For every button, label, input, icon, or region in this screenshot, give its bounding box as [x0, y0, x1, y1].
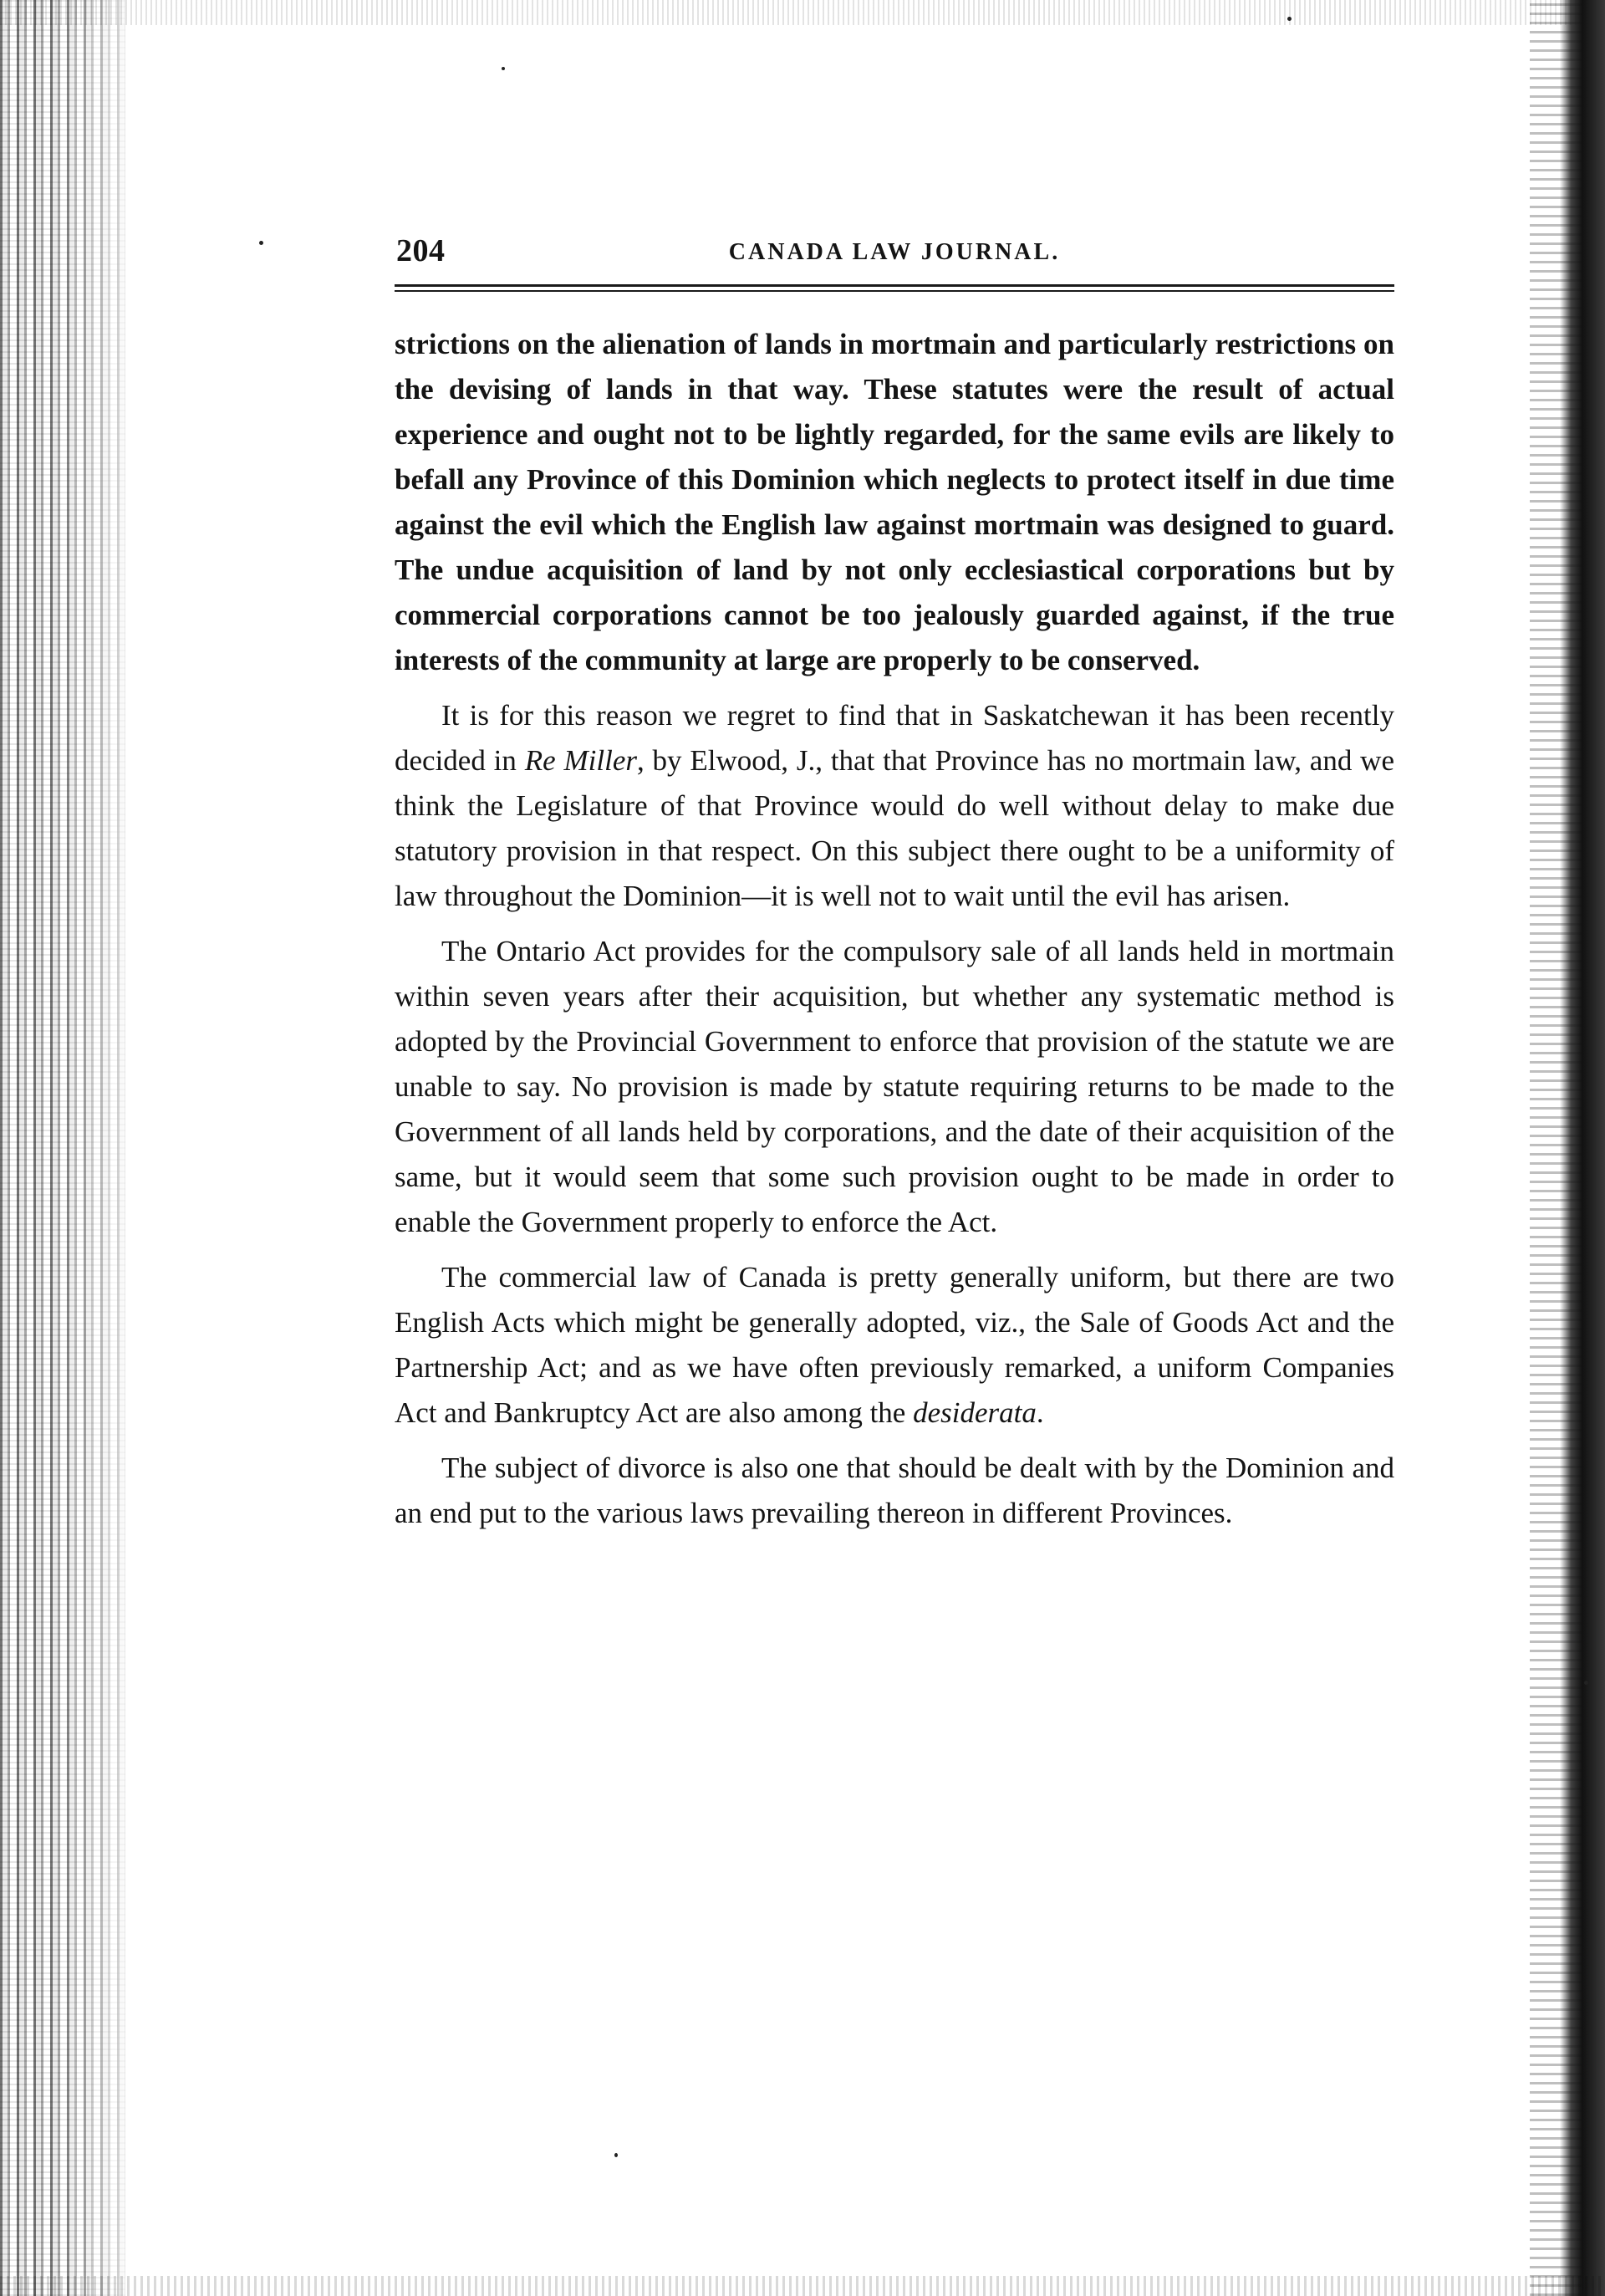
italic-term: desiderata	[913, 1396, 1037, 1429]
journal-title: CANADA LAW JOURNAL.	[728, 239, 1061, 265]
scan-edge-left	[0, 0, 125, 2296]
paragraph-text: The subject of divorce is also one that should be dealt with by the Dominion and an end put to the various laws prevailing thereon in different Provinces.	[395, 1452, 1394, 1529]
scan-edge-right	[1530, 0, 1605, 2296]
body-text	[395, 322, 1394, 1536]
page-number: 204	[396, 233, 446, 268]
scan-speck	[502, 67, 505, 70]
scan-speck	[259, 241, 263, 245]
book-page	[395, 226, 1394, 1546]
paragraph-mortmain-statutes	[395, 322, 1394, 683]
paragraph-text: It is for this reason we regret to find that in Saskatchewan it has been recently decided in	[395, 699, 1394, 777]
paragraph-saskatchewan	[395, 693, 1394, 919]
scan-speck	[614, 2153, 618, 2157]
paragraph-ontario-act	[395, 929, 1394, 1245]
paragraph-text: The Ontario Act provides for the compulsory sale of all lands held in mortmain within seven years after their acquisition, but whether any systematic method is adopted by the Provincial Government to enforce that provision of the statute we are unable to say. No provision is made by statute requiring returns to be made to the Government of all lands held by corporations, and the date of their acquisition of the same, but it would seem that some such provision ought to be made in order to enable the Government properly to enforce the Act.	[395, 935, 1394, 1238]
case-name: Re Miller	[524, 744, 637, 777]
paragraph-text: The commercial law of Canada is pretty generally uniform, but there are two English Acts which might be generally adopted, viz., the Sale of Goods Act and the Partnership Act; and as we have often previously remarked, a uniform Companies Act and Bankruptcy Act are also among the	[395, 1261, 1394, 1429]
scan-edge-bottom	[0, 2276, 1605, 2296]
paragraph-commercial-law	[395, 1255, 1394, 1436]
paragraph-text: .	[1036, 1396, 1044, 1429]
paragraph-text: , by Elwood, J., that that Province has no mortmain law, and we think the Legislature of that Province would do well without delay to make due statutory provision in that respect. On this subject there ought to be a uniformity of law throughout the Dominion—it is well not to wait until the evil has arisen.	[395, 744, 1394, 912]
scan-speck	[1287, 17, 1292, 21]
paragraph-divorce	[395, 1446, 1394, 1536]
paragraph-text: strictions on the alienation of lands in mortmain and particularly restrictions on the devising of lands in that way. These statutes were the result of actual experience and ought not to be lightly regarded, for the same evils are likely to befall any Province of this Dominion which neglects to protect itself in due time against the evil which the English law against mortmain was designed to guard. The undue acquisition of land by not only ecclesiastical corporations but by commercial corporations cannot be too jealously guarded against, if the true interests of the community at large are properly to be conserved.	[395, 328, 1394, 676]
running-head	[395, 226, 1394, 287]
scan-speck	[1584, 1681, 1588, 1685]
scan-edge-top	[0, 0, 1605, 25]
